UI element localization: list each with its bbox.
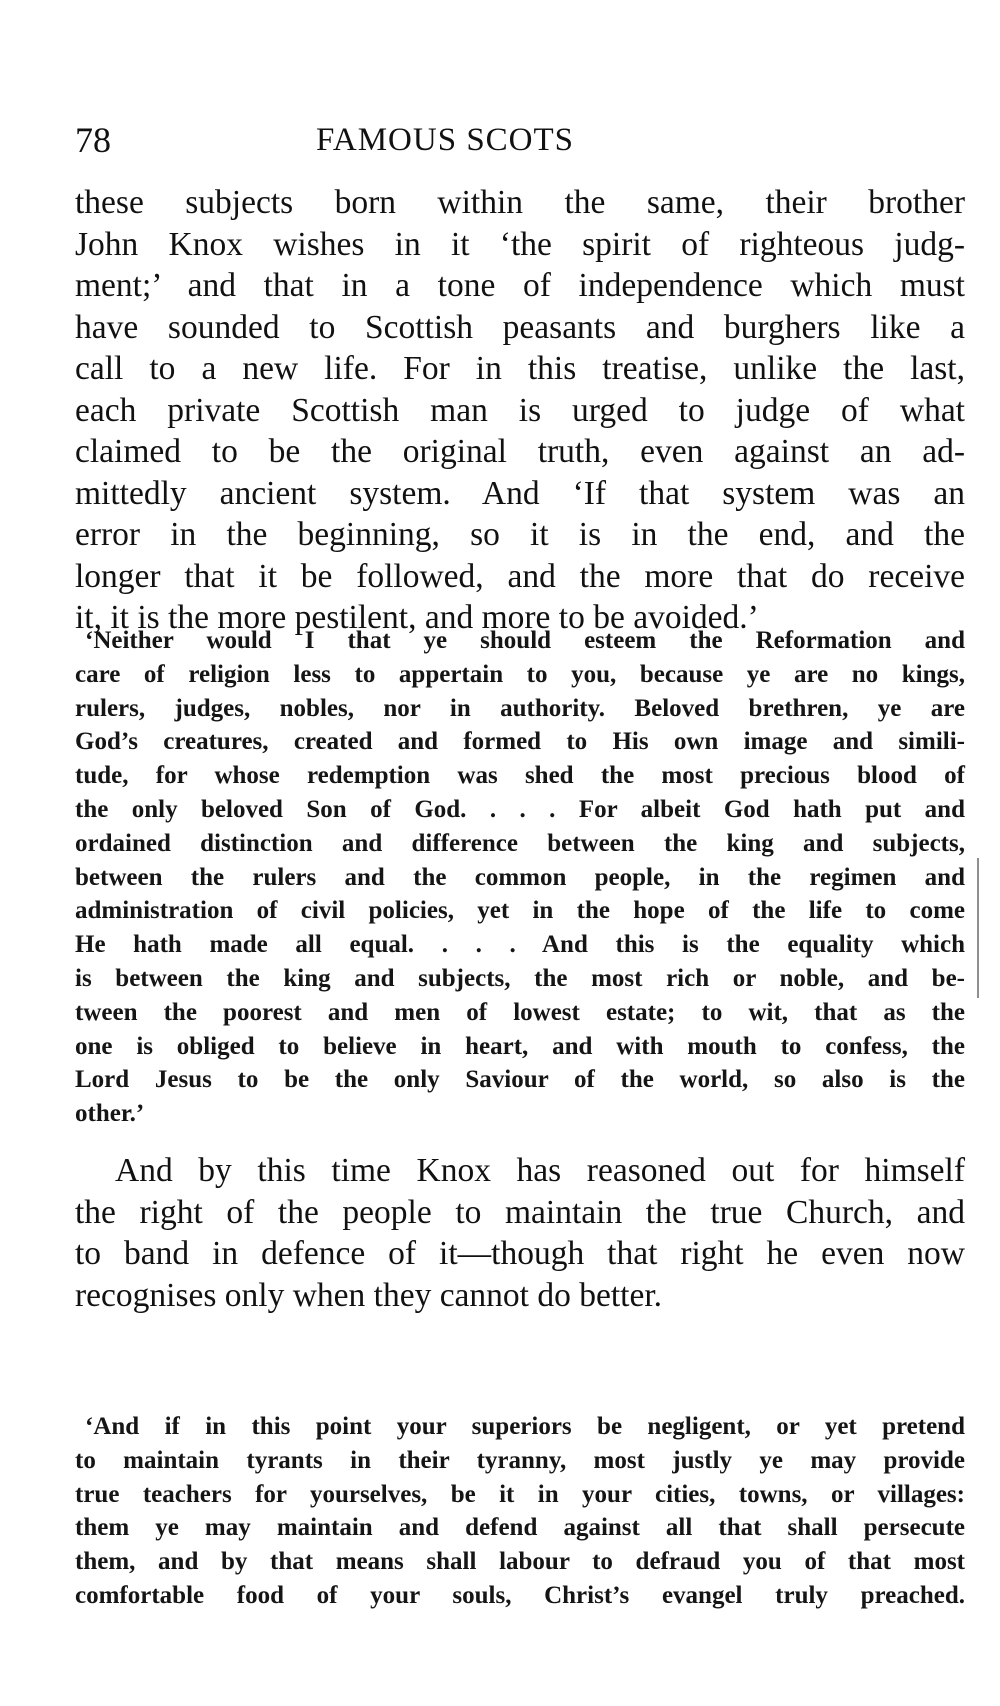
page-number: 78 — [75, 120, 111, 160]
paragraph-line: the right of the people to maintain the true Church, and — [75, 1193, 965, 1231]
margin-mark — [977, 858, 983, 998]
paragraph-line: John Knox wishes in it ‘the spirit of righteous judg- — [75, 225, 965, 263]
paragraph-line: recognises only when they cannot do better. — [75, 1276, 663, 1314]
quote-line: ordained distinction and difference between the king and subjects, — [75, 829, 965, 857]
paragraph-line: ment;’ and that in a tone of independence which must — [75, 267, 965, 304]
paragraph-line: call to a new life. For in this treatise, unlike the last, — [75, 350, 965, 387]
quote-line: the only beloved Son of God. . . . For albeit God hath put and — [75, 795, 965, 823]
quote-line: ‘Neither would I that ye should esteem the Reformation and — [85, 627, 965, 654]
quote-line: one is obliged to believe in heart, and with mouth to confess, the — [75, 1032, 965, 1060]
paragraph-line: claimed to be the original truth, even against an ad- — [75, 433, 965, 470]
quote-line: to maintain tyrants in their tyranny, most justly ye may provide — [75, 1446, 965, 1474]
quote-line: ‘And if in this point your superiors be negligent, or yet pretend — [85, 1413, 965, 1440]
paragraph-line: error in the beginning, so it is in the end, and the — [75, 516, 965, 553]
quote-line: tude, for whose redemption was shed the most precious blood of — [75, 762, 965, 790]
paragraph-line: each private Scottish man is urged to judge of what — [75, 391, 965, 429]
quote-line: Lord Jesus to be the only Saviour of the world, so also is the — [75, 1066, 965, 1094]
paragraph-line: And by this time Knox has reasoned out for himself — [115, 1152, 965, 1189]
paragraph-line: have sounded to Scottish peasants and burghers like a — [75, 308, 965, 346]
quote-line: care of religion less to appertain to you, because ye are no kings, — [75, 660, 965, 688]
paragraph-line: these subjects born within the same, their brother — [75, 184, 965, 221]
quote-line: other.’ — [75, 1100, 145, 1128]
paragraph-line: mittedly ancient system. And ‘If that system was an — [75, 474, 965, 512]
quote-line: rulers, judges, nobles, nor in authority. Beloved brethren, ye are — [75, 694, 965, 722]
quote-line: true teachers for yourselves, be it in your cities, towns, or villages: — [75, 1480, 965, 1508]
paragraph-line: to band in defence of it—though that right he even now — [75, 1235, 965, 1272]
running-head — [75, 118, 965, 162]
paragraph-2 — [75, 1150, 965, 1316]
block-quote-1 — [75, 624, 965, 1131]
paragraph-line: longer that it be followed, and the more that do receive — [75, 557, 965, 595]
quote-line: He hath made all equal. . . . And this is the equality which — [75, 931, 965, 959]
quote-line: comfortable food of your souls, Christ’s evangel truly preached. — [75, 1581, 965, 1609]
quote-line: between the rulers and the common people, in the regimen and — [75, 863, 965, 891]
quote-line: them, and by that means shall labour to defraud you of that most — [75, 1548, 965, 1576]
quote-line: God’s creatures, created and formed to His own image and simili- — [75, 728, 965, 756]
book-page — [75, 0, 965, 1706]
paragraph-line: it, it is the more pestilent, and more to be avoided.’ — [75, 599, 759, 636]
paragraph-1 — [75, 182, 965, 639]
quote-line: tween the poorest and men of lowest estate; to wit, that as the — [75, 998, 965, 1026]
running-title: FAMOUS SCOTS — [315, 122, 575, 158]
quote-line: is between the king and subjects, the most rich or noble, and be- — [75, 964, 965, 992]
quote-line: them ye may maintain and defend against all that shall persecute — [75, 1514, 965, 1542]
quote-line: administration of civil policies, yet in the hope of the life to come — [75, 897, 965, 925]
block-quote-2 — [75, 1410, 965, 1613]
